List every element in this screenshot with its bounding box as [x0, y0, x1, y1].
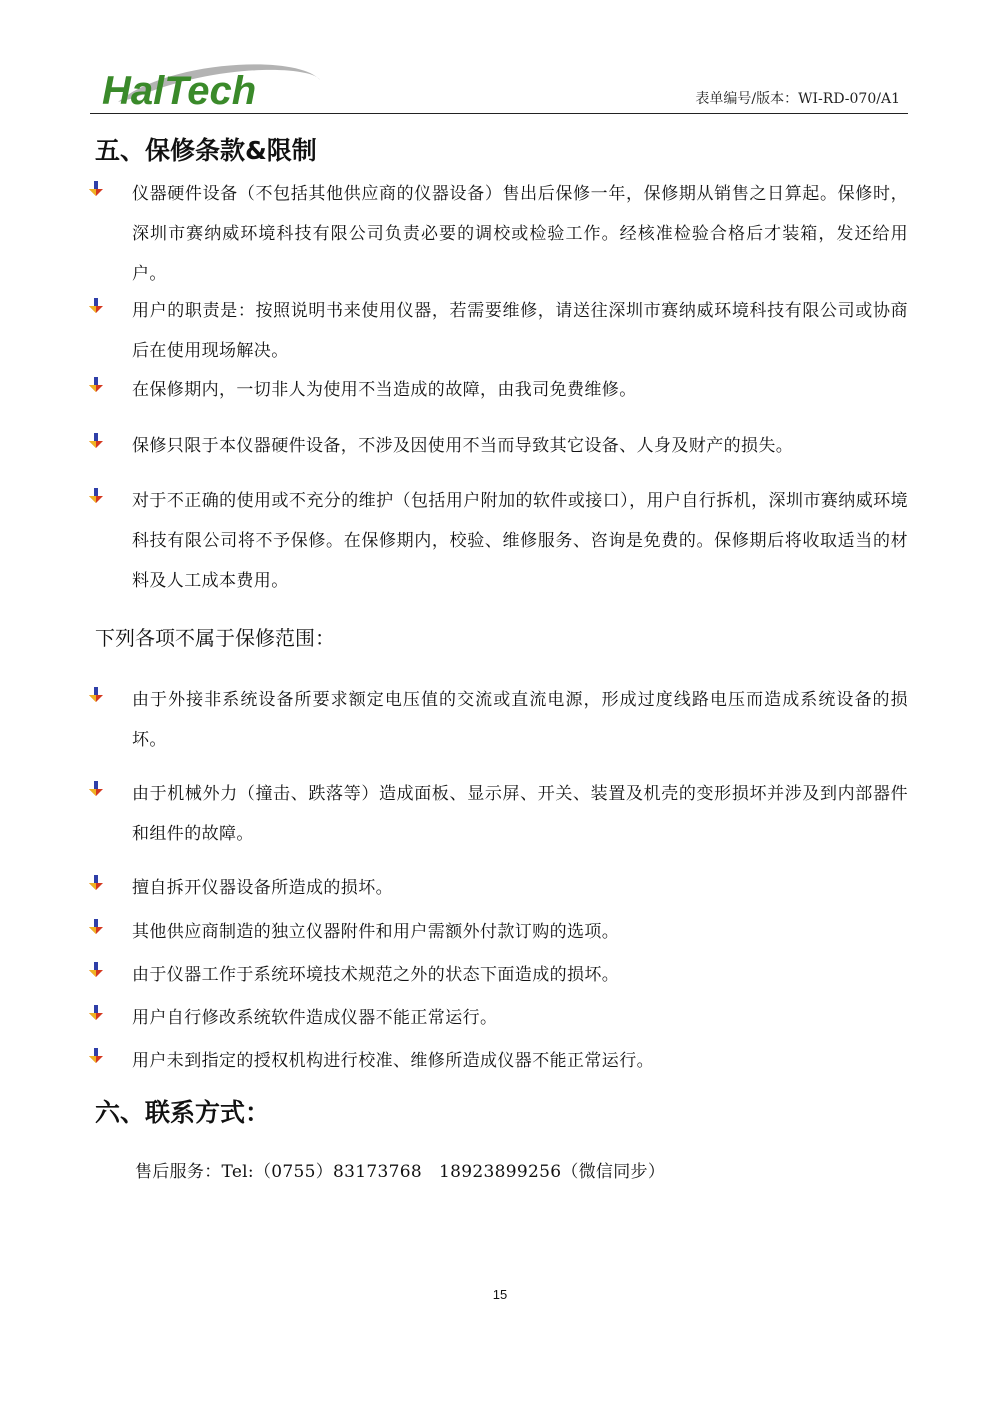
form-number: 表单编号/版本：WI-RD-070/A1 [695, 91, 900, 107]
section-title-warranty: 五、保修条款&限制 [95, 136, 317, 165]
list-item [88, 774, 908, 854]
list-item [88, 955, 908, 995]
arrow-down-bullet-icon [88, 433, 104, 449]
page-header [90, 52, 908, 114]
item-text: 由于机械外力（撞击、跌落等）造成面板、显示屏、开关、装置及机壳的变形损坏并涉及到内部器件和组件的故障。 [132, 784, 908, 844]
list-item [88, 1041, 908, 1081]
page-number: 15 [492, 1287, 508, 1302]
list-item [88, 174, 908, 294]
item-text: 由于仪器工作于系统环境技术规范之外的状态下面造成的损坏。 [132, 965, 620, 985]
item-text: 用户的职责是：按照说明书来使用仪器，若需要维修，请送往深圳市赛纳威环境科技有限公司或协商后在使用现场解决。 [132, 301, 908, 361]
arrow-down-bullet-icon [88, 919, 104, 935]
list-item [88, 481, 908, 601]
arrow-down-bullet-icon [88, 687, 104, 703]
list-item [88, 912, 908, 952]
logo-text: HalTech [102, 69, 257, 112]
list-item [88, 998, 908, 1038]
item-text: 擅自拆开仪器设备所造成的损坏。 [132, 878, 393, 898]
arrow-down-bullet-icon [88, 1005, 104, 1021]
arrow-down-bullet-icon [88, 181, 104, 197]
item-text: 用户自行修改系统软件造成仪器不能正常运行。 [132, 1008, 498, 1028]
arrow-down-bullet-icon [88, 781, 104, 797]
arrow-down-bullet-icon [88, 298, 104, 314]
item-text: 仪器硬件设备（不包括其他供应商的仪器设备）售出后保修一年，保修期从销售之日算起。保修时，深圳市赛纳威环境科技有限公司负责必要的调校或检验工作。经核准检验合格后才装箱，发还给用户。 [132, 184, 908, 284]
item-text: 保修只限于本仪器硬件设备，不涉及因使用不当而导致其它设备、人身及财产的损失。 [132, 436, 794, 456]
header-rule [90, 113, 908, 114]
item-text: 在保修期内，一切非人为使用不当造成的故障，由我司免费维修。 [132, 380, 637, 400]
list-item [88, 868, 908, 908]
arrow-down-bullet-icon [88, 377, 104, 393]
item-text: 其他供应商制造的独立仪器附件和用户需额外付款订购的选项。 [132, 922, 620, 942]
list-item [88, 370, 908, 410]
arrow-down-bullet-icon [88, 488, 104, 504]
item-text: 对于不正确的使用或不充分的维护（包括用户附加的软件或接口），用户自行拆机，深圳市赛纳威环境科技有限公司将不予保修。在保修期内，校验、维修服务、咨询是免费的。保修期后将收取适当的材料及人工成本费用。 [132, 491, 908, 591]
list-item [88, 680, 908, 760]
section-title-contact: 六、联系方式： [95, 1098, 271, 1127]
list-item [88, 426, 908, 466]
item-text: 由于外接非系统设备所要求额定电压值的交流或直流电源，形成过度线路电压而造成系统设备的损坏。 [132, 690, 908, 750]
exclusions-heading: 下列各项不属于保修范围： [95, 626, 335, 650]
haltech-logo [98, 58, 328, 112]
list-item [88, 291, 908, 371]
arrow-down-bullet-icon [88, 962, 104, 978]
arrow-down-bullet-icon [88, 875, 104, 891]
after-sales-contact: 售后服务：Tel:（0755）83173768 18923899256（微信同步） [135, 1162, 666, 1182]
arrow-down-bullet-icon [88, 1048, 104, 1064]
item-text: 用户未到指定的授权机构进行校准、维修所造成仪器不能正常运行。 [132, 1051, 654, 1071]
